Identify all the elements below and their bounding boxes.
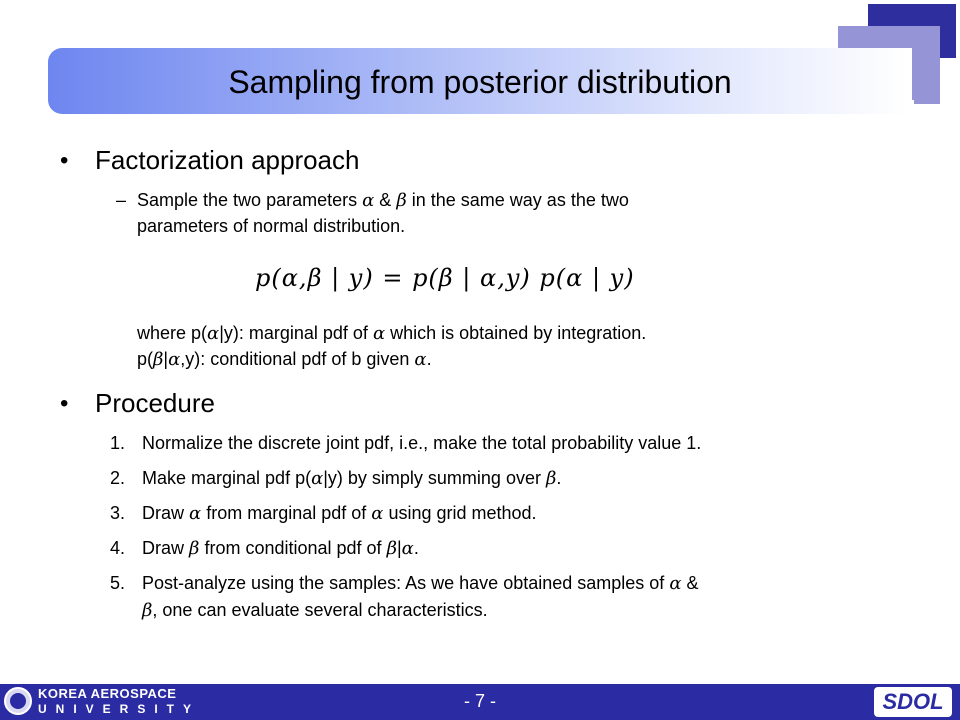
alpha-symbol: α	[189, 503, 202, 524]
slide-title: Sampling from posterior distribution	[228, 64, 732, 100]
step-4	[142, 535, 902, 562]
text: |	[396, 538, 402, 558]
alpha-symbol: α	[207, 323, 220, 344]
text: Make marginal pdf p(	[142, 468, 312, 488]
university-name-line-1: KOREA AEROSPACE	[38, 686, 177, 701]
text: which is obtained by integration.	[390, 323, 647, 343]
alpha-symbol: α	[372, 323, 386, 344]
step-number: 3.	[110, 503, 126, 523]
step-2	[142, 465, 902, 492]
beta-symbol: β	[396, 190, 407, 211]
heading-procedure: Procedure	[95, 388, 215, 418]
bullet-icon: •	[60, 147, 69, 174]
alpha-symbol: α	[362, 190, 375, 211]
dash-icon: –	[116, 190, 127, 210]
text: p(	[137, 349, 154, 369]
page-number: - 7 -	[463, 691, 496, 711]
sdol-logo: SDOL	[874, 687, 952, 717]
text: .	[556, 468, 562, 488]
beta-symbol: β	[142, 600, 153, 621]
text: using grid method.	[388, 503, 537, 523]
step-number: 5.	[110, 573, 126, 593]
university-name-line-2: UNIVERSITY	[38, 702, 201, 716]
factorization-equation: p(α,β | y) = p(β | α,y) p(α | y)	[255, 264, 635, 292]
alpha-symbol: α	[401, 538, 414, 559]
text: Draw	[142, 538, 185, 558]
factorization-line-1	[137, 187, 629, 214]
step-number: 4.	[110, 538, 126, 558]
heading-factorization: Factorization approach	[95, 145, 360, 175]
university-emblem-center	[10, 693, 26, 709]
text: from conditional pdf of	[204, 538, 382, 558]
factorization-line-2: parameters of normal distribution.	[137, 216, 406, 236]
text: where p(	[137, 323, 208, 343]
alpha-symbol: α	[669, 573, 682, 594]
text: from marginal pdf of	[206, 503, 367, 523]
beta-symbol: β	[153, 349, 164, 370]
marginal-pdf-line	[137, 320, 646, 347]
alpha-symbol: α	[168, 349, 181, 370]
text: , one can evaluate several characteristics.	[152, 600, 488, 620]
text: |y): marginal pdf of	[219, 323, 368, 343]
text: in the same way as the two	[411, 190, 629, 210]
step-number: 1.	[110, 433, 126, 453]
text: Draw	[142, 503, 185, 523]
beta-symbol: β	[545, 468, 557, 489]
alpha-symbol: α	[311, 468, 324, 489]
text: .	[426, 349, 432, 369]
alpha-symbol: α	[414, 349, 427, 370]
text: |	[163, 349, 169, 369]
ampersand: &	[379, 190, 392, 210]
bullet-icon: •	[60, 390, 69, 417]
alpha-symbol: α	[371, 503, 384, 524]
text: ,y): conditional pdf of b given	[180, 349, 410, 369]
step-5	[142, 570, 902, 624]
text: Post-analyze using the samples: As we have obtained samples of	[142, 573, 665, 593]
beta-symbol: β	[386, 538, 397, 559]
ampersand: &	[686, 573, 699, 593]
step-3	[142, 500, 902, 527]
corner-decoration-edge	[914, 100, 940, 104]
text: Sample the two parameters	[137, 190, 358, 210]
conditional-pdf-line	[137, 346, 432, 373]
text: |y) by simply summing over	[323, 468, 541, 488]
step-number: 2.	[110, 468, 126, 488]
text: .	[413, 538, 419, 558]
beta-symbol: β	[189, 538, 200, 559]
step-1: Normalize the discrete joint pdf, i.e., make the total probability value 1.	[142, 433, 702, 453]
